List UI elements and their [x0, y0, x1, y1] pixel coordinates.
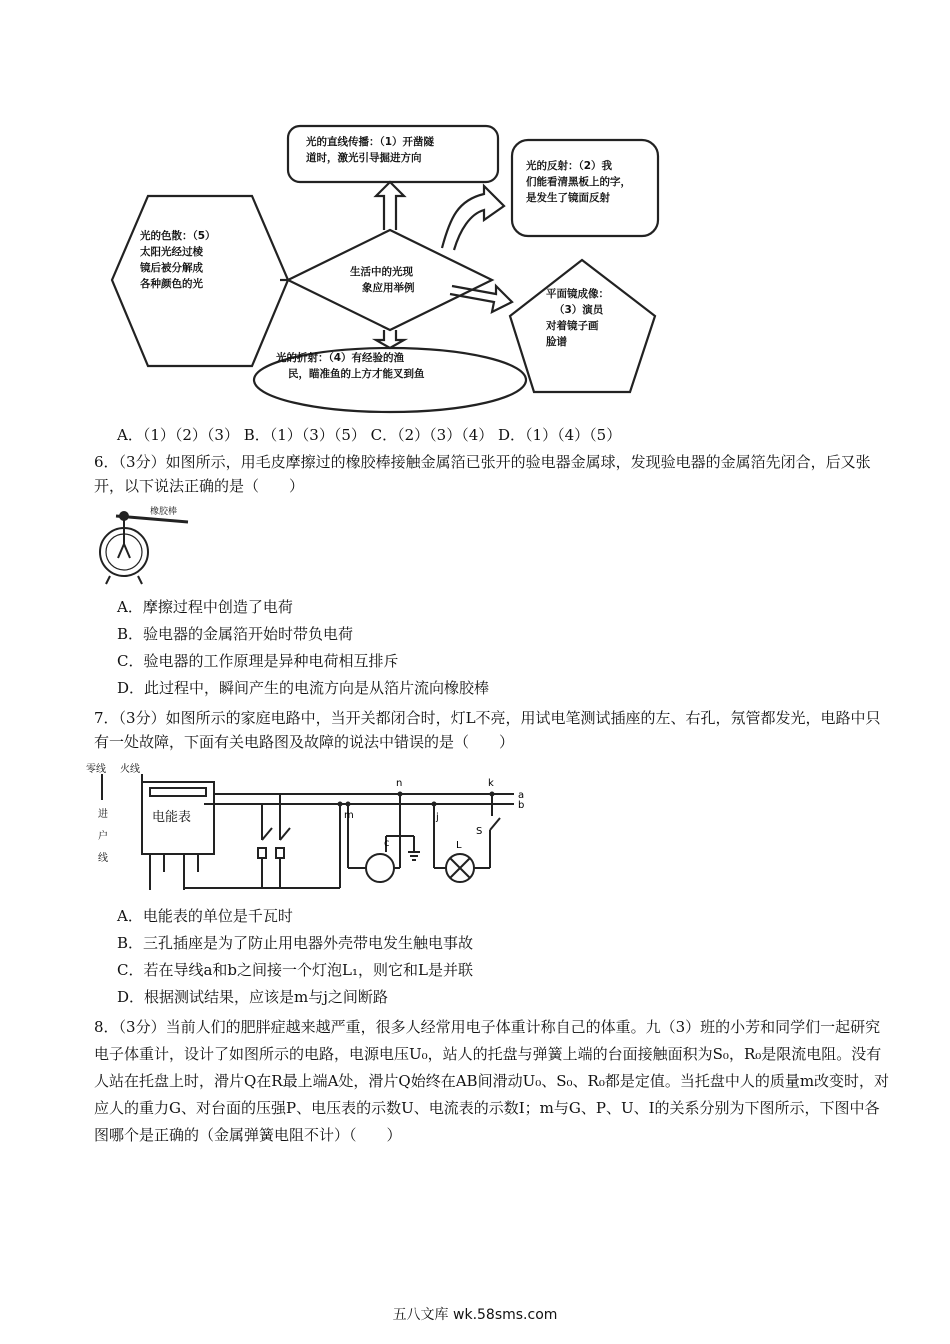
label-L: L	[456, 840, 462, 851]
left-line1: 光的色散：（5）	[140, 230, 216, 242]
arrow-down	[376, 330, 404, 348]
right-line1: 平面镜成像：	[546, 288, 609, 300]
mindmap-figure	[100, 118, 720, 418]
right-line3: 对着镜子画	[546, 320, 599, 332]
label-n: n	[396, 778, 403, 789]
q7-stem: 7．（3分）如图所示的家庭电路中，当开关都闭合时，灯L不亮，用试电笔测试插座的左、右孔，氖管都发光，电路中只有一处故障，下面有关电路图及故障的说法中错误的是（ ）	[94, 709, 881, 751]
top-right-line2: 们能看清黑板上的字，	[526, 176, 631, 188]
top-box-line2: 道时，激光引导掘进方向	[306, 152, 422, 164]
footer-watermark: 五八文库 wk.58sms.com	[392, 1307, 558, 1323]
arrow-up	[376, 182, 404, 230]
circuit-drawing	[94, 760, 534, 900]
label-k: k	[488, 778, 494, 789]
entry-label	[98, 804, 108, 870]
meter-label: 电能表	[152, 810, 192, 825]
q8-stem: 8．（3分）当前人们的肥胖症越来越严重，很多人经常用电子体重计称自己的体重。九（3）班的小芳和同学们一起研究电子体重计，设计了如图所示的电路，电源电压U₀，站人的托盘与弹簧上端的台面接触面积为S₀，R₀是限流电阻。没有人站在托盘上时，滑片Q在R最上端A处，滑片Q始终在AB间滑动U₀、S₀、R₀都是定值。当托盘中人的质量m改变时，对应人的重力G、对台面的压强P、电压表的示数U、电流表的示数I；m与G、P、U、I的关系分别为下图所示，下图中各图哪个是正确的（金属弹簧电阻不计）（ ）	[94, 1018, 890, 1144]
entry-char-2: 户	[98, 831, 108, 842]
q5-options: A．（1）（2）（3） B．（1）（3）（5） C．（2）（3）（4） D．（1）（4）（5）	[117, 426, 622, 444]
label-m: m	[344, 810, 354, 821]
top-box-line1: 光的直线传播：（1）开凿隧	[306, 136, 435, 148]
left-line2: 太阳光经过棱	[140, 246, 203, 258]
label-S: S	[476, 826, 483, 837]
right-line4: 脸谱	[546, 336, 567, 348]
live-label: 火线	[120, 764, 140, 775]
top-right-line1: 光的反射：（2）我	[526, 160, 613, 172]
left-line4: 各种颜色的光	[140, 278, 203, 290]
q7-option-a: A．电能表的单位是千瓦时	[117, 907, 293, 925]
label-a: a	[518, 790, 525, 801]
left-line3: 镜后被分解成	[140, 262, 203, 274]
bottom-line2: 民，瞄准鱼的上方才能叉到鱼	[288, 368, 425, 380]
entry-char-1: 进	[98, 809, 108, 820]
circuit-figure	[86, 760, 534, 900]
top-right-line3: 是发生了镜面反射	[526, 192, 610, 204]
q6-stem-text: 6．（3分）如图所示，用毛皮摩擦过的橡胶棒接触金属箔已张开的验电器金属球，发现验电器的金属箔先闭合，后又张开，以下说法正确的是（ ）	[94, 453, 871, 495]
q6-option-c: C．验电器的工作原理是异种电荷相互排斥	[117, 652, 399, 670]
electroscope-drawing	[92, 504, 202, 588]
bottom-line1: 光的折射：（4）有经验的渔	[276, 352, 405, 364]
rubber-rod-label: 橡胶棒	[150, 507, 178, 517]
q7-option-d: D．根据测试结果，应该是m与j之间断路	[117, 988, 388, 1006]
label-j: j	[436, 812, 439, 823]
q7-option-c: C．若在导线a和b之间接一个灯泡L₁，则它和L是并联	[117, 961, 473, 979]
center-line1: 生活中的光现	[350, 266, 413, 278]
right-line2: （3）演员	[554, 304, 604, 316]
arrow-top-right	[442, 186, 504, 250]
q6-option-d: D．此过程中，瞬间产生的电流方向是从箔片流向橡胶棒	[117, 679, 490, 697]
q6-option-b: B．验电器的金属箔开始时带负电荷	[117, 625, 354, 643]
electroscope-figure	[92, 504, 202, 588]
arrow-right	[450, 286, 512, 312]
q6-stem	[94, 450, 894, 498]
neutral-label: 零线	[86, 764, 106, 775]
q6-option-a: A．摩擦过程中创造了电荷	[117, 598, 293, 616]
center-line2: 象应用举例	[362, 282, 415, 294]
label-b: b	[518, 800, 525, 811]
label-c: c	[384, 838, 390, 849]
entry-char-3: 线	[98, 853, 108, 864]
q7-option-b: B．三孔插座是为了防止用电器外壳带电发生触电事故	[117, 934, 474, 952]
